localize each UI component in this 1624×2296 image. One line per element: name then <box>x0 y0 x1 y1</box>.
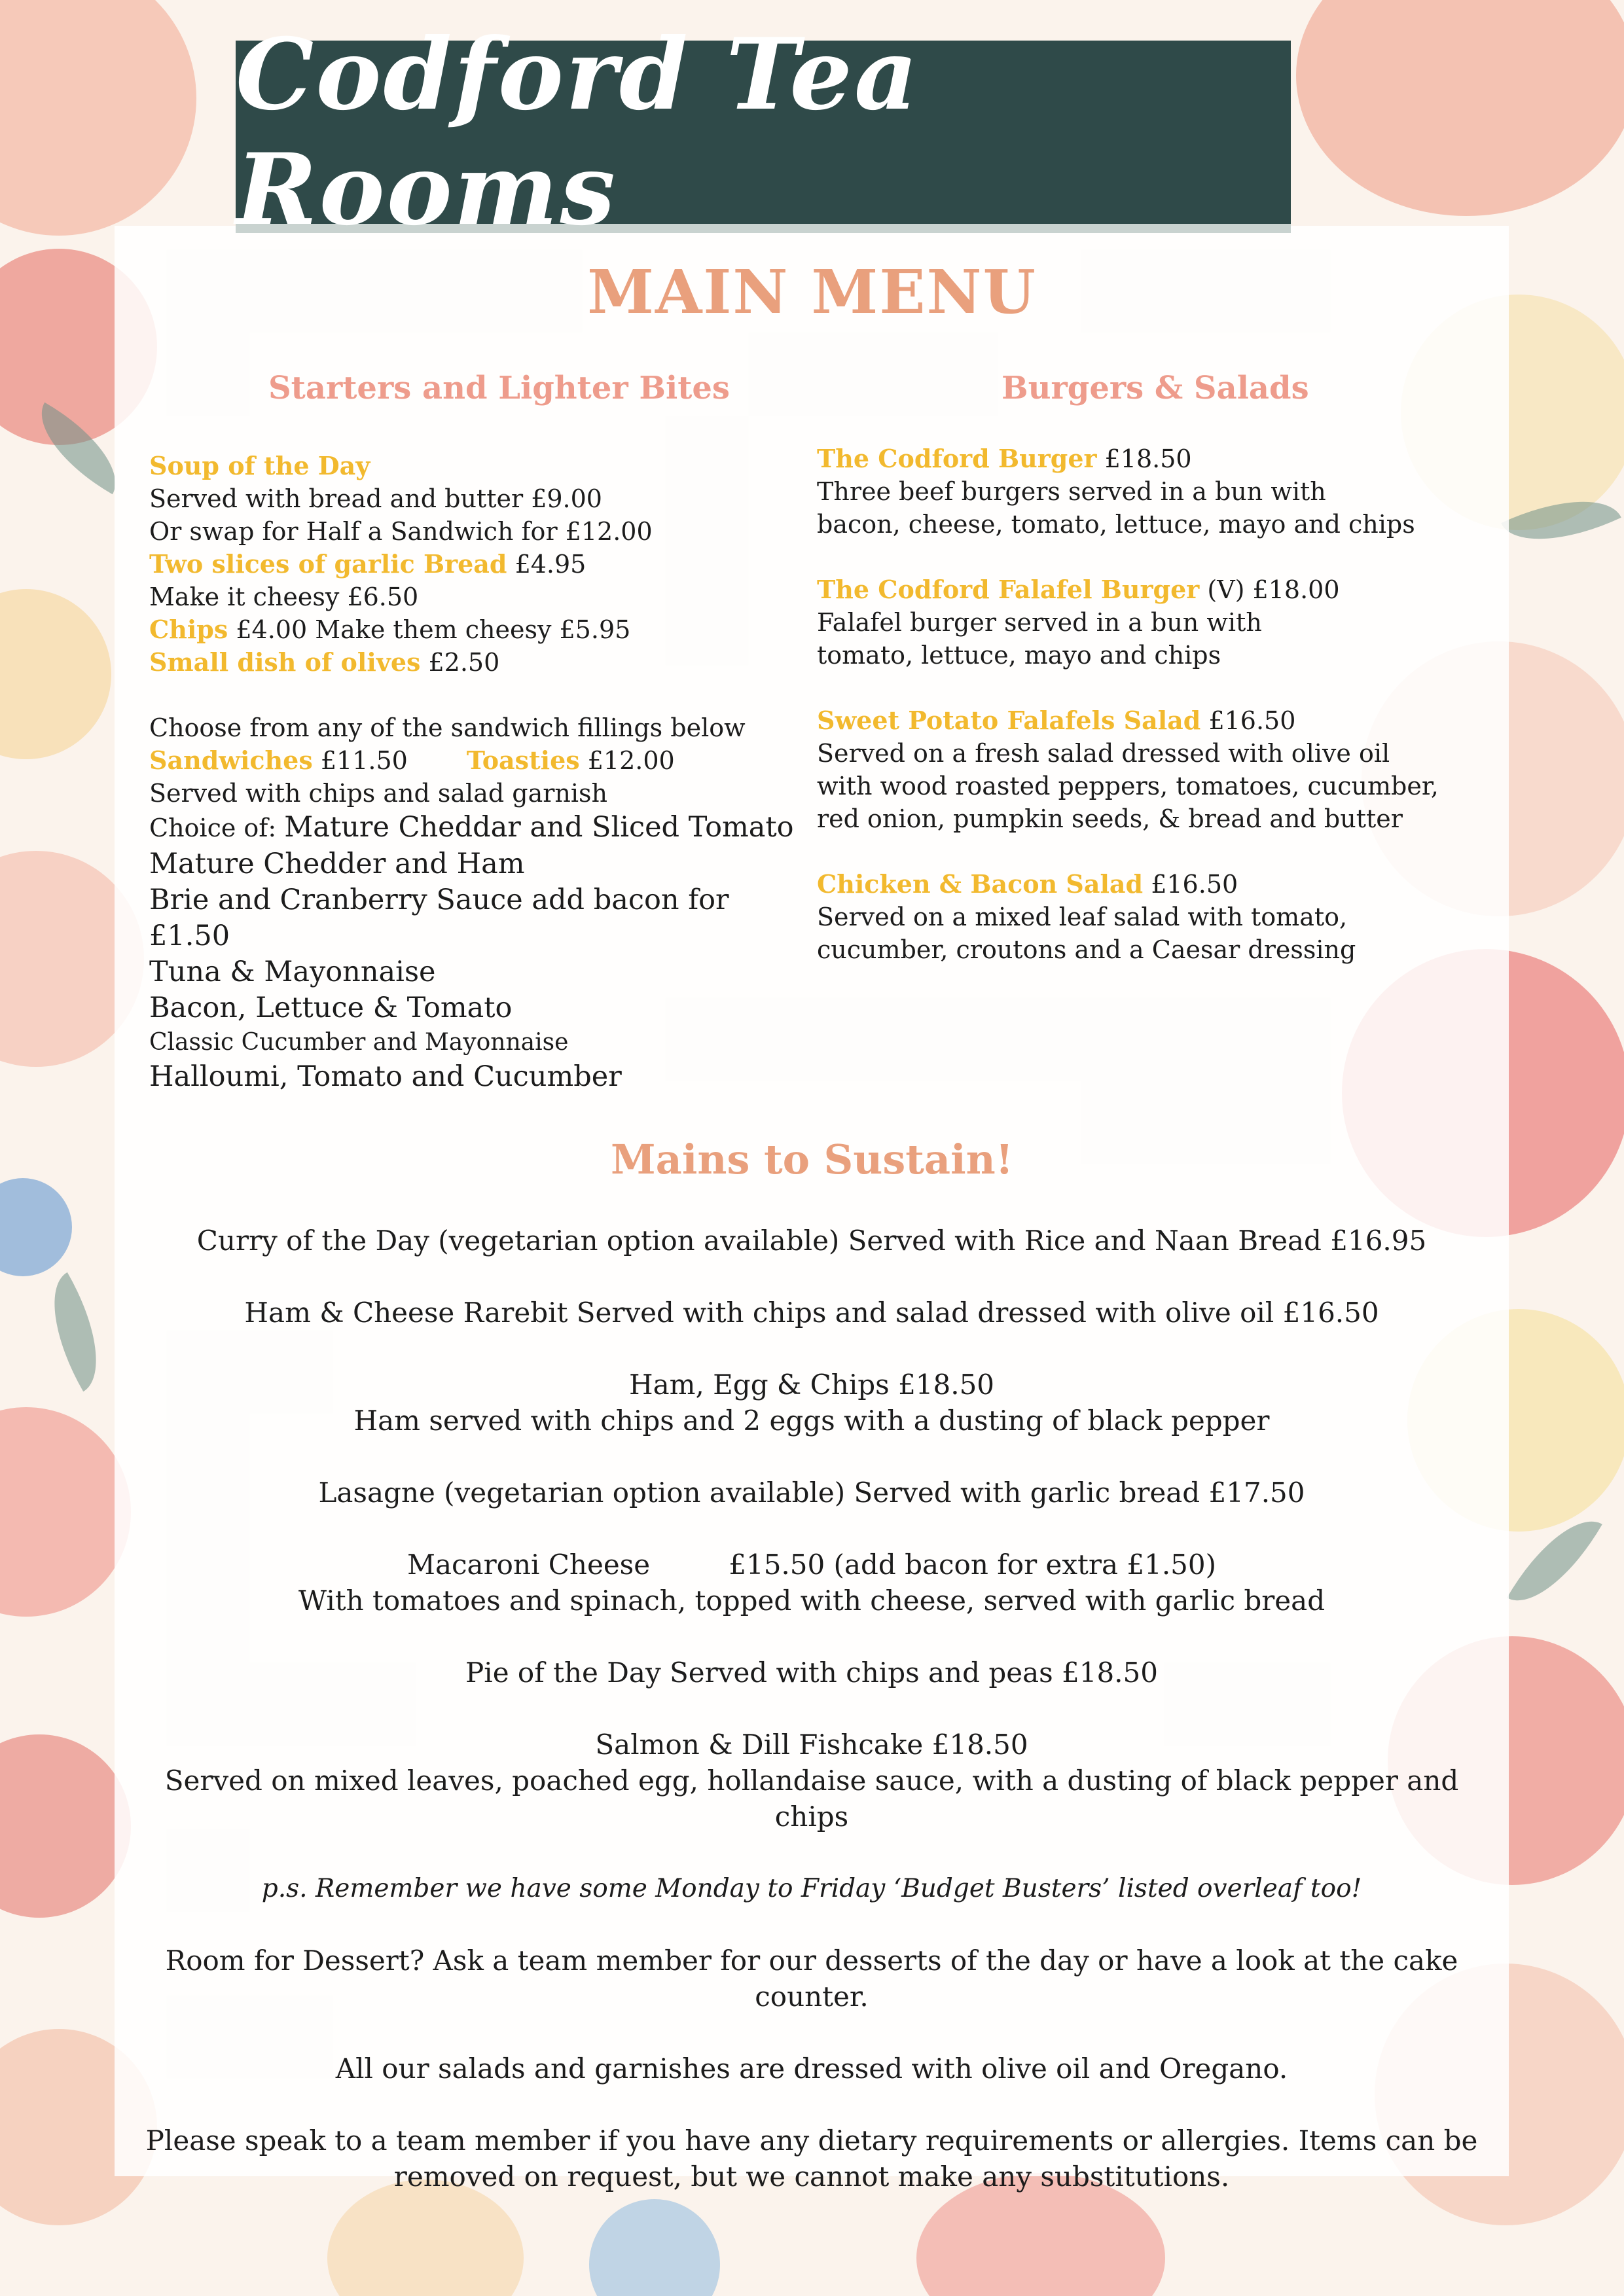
allergy-note: Please speak to a team member if you have any dietary requirements or allergies. Items can be <box>145 2125 1478 2157</box>
item-name: The Codford Burger <box>817 444 1097 473</box>
filling-item: Mature Chedder and Ham <box>149 848 525 880</box>
item-price: £16.50 <box>1143 870 1238 899</box>
menu-item-name <box>817 704 1485 737</box>
item-name: Sweet Potato Falafels Salad <box>817 706 1201 735</box>
item-desc: Three beef burgers served in a bun with <box>817 477 1326 506</box>
menu-item-name <box>817 442 1485 475</box>
menu-title: MAIN MENU <box>587 257 1037 327</box>
garlic-cheesy: Make it cheesy £6.50 <box>149 583 419 611</box>
sandwich-toastie-prices <box>149 744 810 777</box>
menu-item-name <box>817 573 1485 606</box>
burgers-heading: Burgers & Salads <box>1001 370 1309 406</box>
item-price: £2.50 <box>420 648 500 677</box>
item-price: £12.00 <box>579 746 675 775</box>
item-name: Small dish of olives <box>149 647 421 677</box>
mains-section <box>131 1223 1492 2195</box>
filling-item: Classic Cucumber and Mayonnaise <box>149 1029 569 1056</box>
soup-name: Soup of the Day <box>149 451 370 480</box>
choice-prefix: Choice of: <box>149 814 285 842</box>
item-name: The Codford Falafel Burger <box>817 575 1200 604</box>
title-banner <box>236 17 1291 247</box>
menu-item-name <box>817 868 1485 901</box>
main-item: Ham, Egg & Chips £18.50 <box>628 1369 995 1401</box>
item-name: Two slices of garlic Bread <box>149 549 507 579</box>
filling-item: Brie and Cranberry Sauce add bacon for £1.50 <box>149 884 729 952</box>
chips-item <box>149 613 810 646</box>
item-desc: Falafel burger served in a bun with <box>817 608 1262 637</box>
item-price: £11.50 <box>312 746 408 775</box>
choose-text: Choose from any of the sandwich fillings below <box>149 713 746 742</box>
main-item-desc: Served on mixed leaves, poached egg, hollandaise sauce, with a dusting of black pepper and chips <box>164 1765 1459 1833</box>
item-price: £18.50 <box>1096 444 1192 473</box>
ps-note: p.s. Remember we have some Monday to Friday ‘Budget Busters’ listed overleaf too! <box>261 1874 1362 1903</box>
item-price: £4.00 Make them cheesy £5.95 <box>228 615 631 644</box>
main-item: Lasagne (vegetarian option available) Served with garlic bread £17.50 <box>318 1477 1305 1509</box>
main-item-desc: With tomatoes and spinach, topped with cheese, served with garlic bread <box>298 1585 1326 1617</box>
main-item: Macaroni Cheese £15.50 (add bacon for extra £1.50) <box>406 1549 1217 1581</box>
item-name: Sandwiches <box>149 745 313 775</box>
restaurant-title: Codford Tea Rooms <box>236 17 920 247</box>
item-desc: with wood roasted peppers, tomatoes, cucumber, <box>817 772 1439 800</box>
filling-text: Mature Cheddar and Sliced Tomato <box>284 811 794 844</box>
starters-heading: Starters and Lighter Bites <box>268 370 730 406</box>
main-item-desc: Ham served with chips and 2 eggs with a dusting of black pepper <box>353 1405 1270 1437</box>
item-name: Chicken & Bacon Salad <box>817 869 1144 899</box>
dessert-note: Room for Dessert? Ask a team member for our desserts of the day or have a look at the cake counter. <box>165 1945 1458 2013</box>
served-with: Served with chips and salad garnish <box>149 779 608 808</box>
main-item: Salmon & Dill Fishcake £18.50 <box>595 1729 1028 1761</box>
main-item: Pie of the Day Served with chips and peas £18.50 <box>465 1657 1158 1689</box>
filling-item: Tuna & Mayonnaise <box>149 956 436 988</box>
item-desc: tomato, lettuce, mayo and chips <box>817 641 1221 670</box>
item-name: Toasties <box>466 745 580 775</box>
burgers-section <box>817 442 1485 966</box>
item-price: £4.95 <box>507 550 586 579</box>
filling-item: Halloumi, Tomato and Cucumber <box>149 1060 622 1093</box>
item-price: £16.50 <box>1200 706 1296 735</box>
item-name: Chips <box>149 615 228 644</box>
soup-line: Served with bread and butter £9.00 <box>149 484 602 513</box>
soup-line: Or swap for Half a Sandwich for £12.00 <box>149 517 653 546</box>
allergy-note: removed on request, but we cannot make any substitutions. <box>393 2161 1230 2193</box>
garlic-bread-item <box>149 548 810 581</box>
filling-item <box>149 810 810 846</box>
item-desc: Served on a fresh salad dressed with olive oil <box>817 739 1390 768</box>
filling-item: Bacon, Lettuce & Tomato <box>149 992 513 1024</box>
mains-heading: Mains to Sustain! <box>611 1136 1013 1183</box>
item-desc: cucumber, croutons and a Caesar dressing <box>817 935 1356 964</box>
item-desc: bacon, cheese, tomato, lettuce, mayo and chips <box>817 510 1415 539</box>
item-desc: red onion, pumpkin seeds, & bread and butter <box>817 804 1403 833</box>
olives-item <box>149 646 810 679</box>
salads-note: All our salads and garnishes are dressed with olive oil and Oregano. <box>335 2053 1288 2085</box>
main-item: Ham & Cheese Rarebit Served with chips and salad dressed with olive oil £16.50 <box>244 1297 1379 1329</box>
item-desc: Served on a mixed leaf salad with tomato, <box>817 903 1348 931</box>
item-price: (V) £18.00 <box>1199 575 1340 604</box>
starters-section <box>149 450 810 1095</box>
main-item: Curry of the Day (vegetarian option available) Served with Rice and Naan Bread £16.95 <box>196 1225 1427 1257</box>
